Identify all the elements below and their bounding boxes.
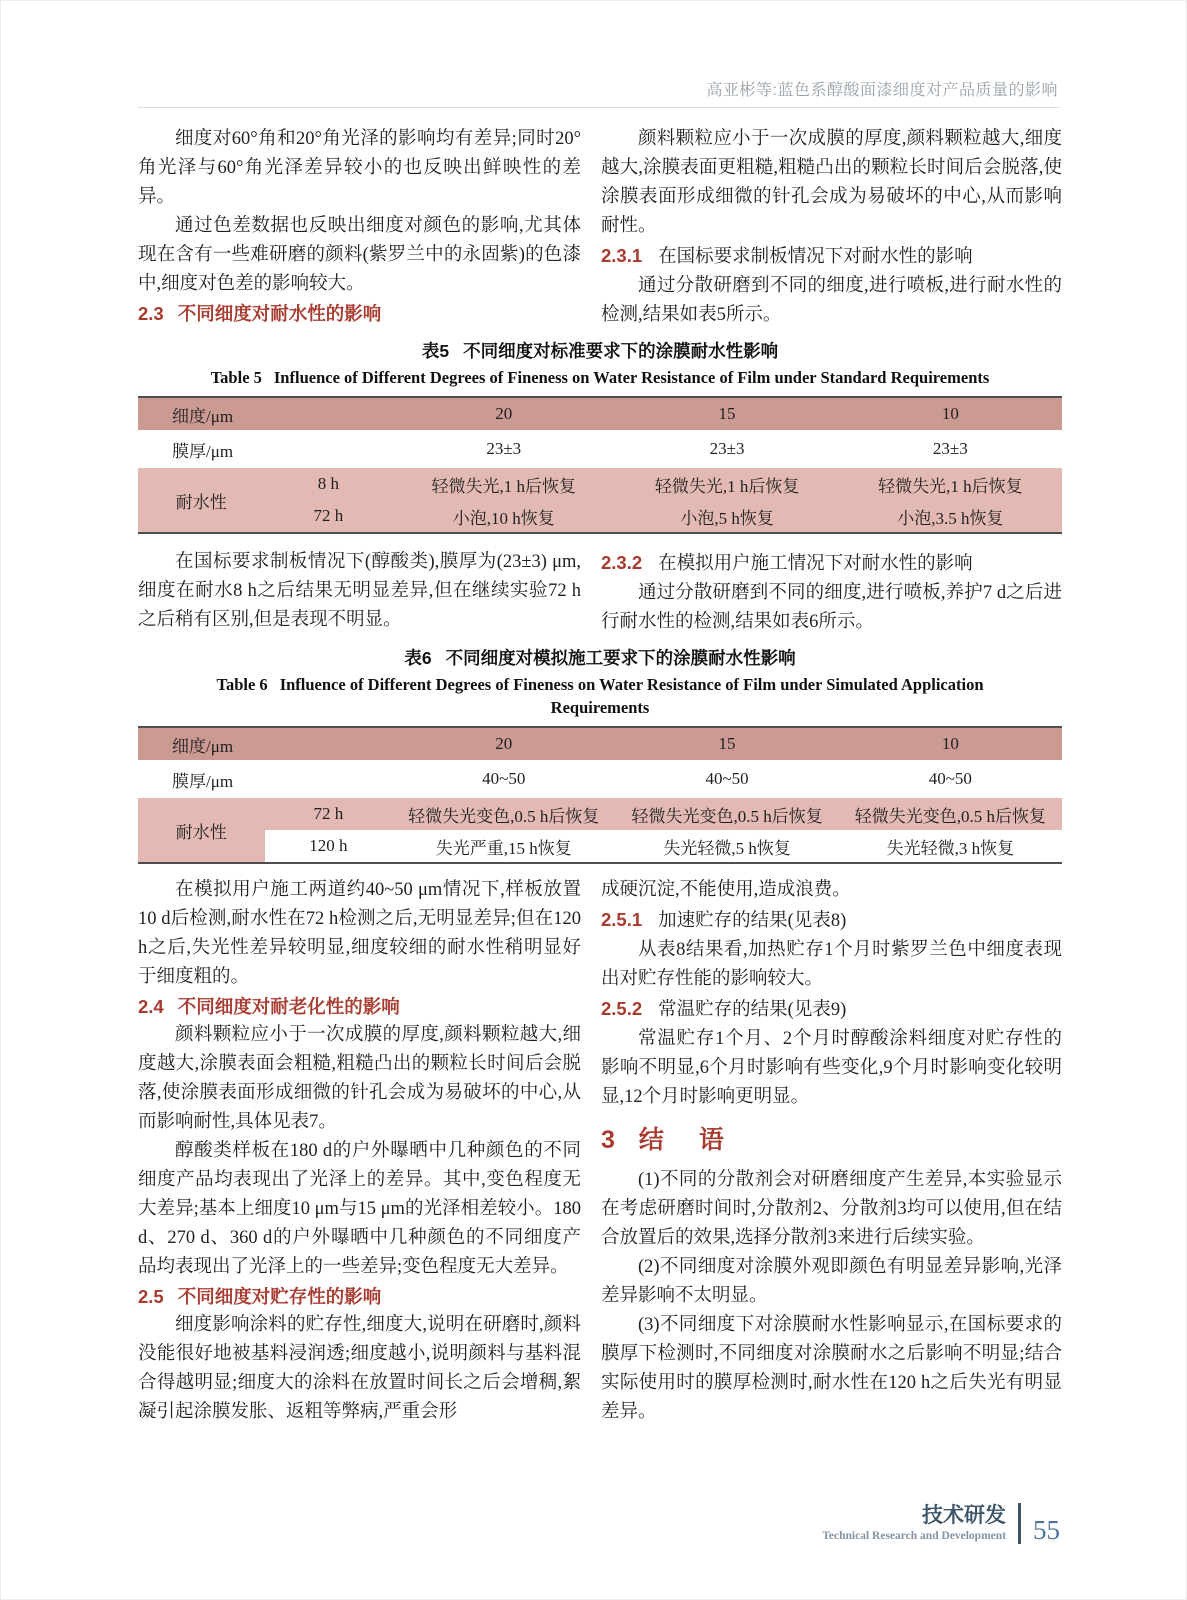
table-row	[265, 798, 1062, 830]
section-title: 加速贮存的结果(见表8)	[658, 911, 847, 931]
table-cell: 23±3	[932, 439, 968, 458]
section-heading-2-3-1	[601, 241, 1062, 272]
section-heading-2-3-2	[601, 548, 1062, 579]
section-title: 不同细度对贮存性的影响	[177, 1286, 382, 1307]
table5-caption	[138, 339, 1062, 389]
columns-bottom	[138, 876, 1062, 1427]
table-cell: 15	[718, 734, 736, 753]
table-cell: 细度/μm	[172, 406, 234, 426]
table-row	[138, 398, 1062, 430]
table-cell: 20	[495, 734, 513, 753]
table-cell: 轻微失光,1 h后恢复	[878, 476, 1023, 496]
paragraph: 颜料颗粒应小于一次成膜的厚度,颜料颗粒越大,细度越大,涂膜表面更粗糙,粗糙凸出的颗粒长时间后会脱落,使涂膜表面形成细微的针孔会成为易破坏的中心,从而影响耐性。	[601, 129, 1062, 236]
header-rule	[138, 107, 1060, 108]
table-cell: 轻微失光变色,0.5 h后恢复	[631, 806, 823, 826]
table6-caption-cn	[138, 646, 1062, 671]
table6	[138, 726, 1062, 864]
paragraph: 通过分散研磨到不同的细度,进行喷板,养护7 d之后进行耐水性的检测,结果如表6所示。	[601, 583, 1062, 632]
paragraph: 常温贮存1个月、2个月时醇酸涂料细度对贮存性的影响不明显,6个月时影响有些变化,9个月时影响变化较明显,12个月时影响更明显。	[601, 1029, 1062, 1107]
paragraph: 醇酸类样板在180 d的户外曝晒中几种颜色的不同细度产品均表现出了光泽上的差异。其中,变色程度无大差异;基本上细度10 μm与15 μm的光泽相差较小。180 d、270 d、360 d的户外曝晒中几种颜色的不同细度产品均表现出了光泽上的一些差异;变色程度无大差异。	[138, 1141, 581, 1277]
table5-caption-en	[138, 366, 1062, 389]
table-cell: 10	[941, 404, 959, 423]
section-heading-2-5-1	[601, 905, 1062, 936]
right-column-top	[601, 125, 1062, 330]
paragraph: (1)不同的分散剂会对研磨细度产生差异,本实验显示在考虑研磨时间时,分散剂2、分散剂3均可以使用,但在结合放置后的效果,选择分散剂3来进行后续实验。	[601, 1170, 1062, 1248]
footer-section-en: Technical Research and Development	[822, 1530, 1006, 1542]
section-heading-2-5-2	[601, 994, 1062, 1025]
table-cell: 120 h	[309, 836, 348, 855]
table6-caption	[138, 646, 1062, 719]
table-cell: 失光轻微,5 h恢复	[663, 838, 791, 858]
caption-text: 不同细度对标准要求下的涂膜耐水性影响	[463, 341, 779, 361]
section-heading-3	[601, 1124, 1062, 1156]
section-title: 在国标要求制板情况下对耐水性的影响	[658, 247, 973, 267]
section-number: 2.4	[138, 996, 164, 1017]
table-cell: 小泡,10 h恢复	[452, 508, 555, 528]
section-heading-2-3	[138, 299, 581, 328]
section-heading-2-4	[138, 992, 581, 1021]
table-row	[138, 763, 1062, 795]
table-cell: 72 h	[313, 804, 344, 823]
running-head-title: 高亚彬等:蓝色系醇酸面漆细度对产品质量的影响	[706, 82, 1058, 99]
table-cell: 72 h	[313, 506, 344, 525]
paragraph: 颜料颗粒应小于一次成膜的厚度,颜料颗粒越大,细度越大,涂膜表面会粗糙,粗糙凸出的颗粒长时间后会脱落,使涂膜表面形成细微的针孔会成为易破坏的中心,从而影响耐性,具体见表7。	[138, 1025, 581, 1132]
caption-text: Influence of Different Degrees of Fineness on Water Resistance of Film under Simulated Application Requirements	[279, 675, 984, 717]
table-cell: 40~50	[705, 769, 749, 788]
table-row-group	[138, 468, 1062, 532]
table-cell: 膜厚/μm	[172, 771, 234, 791]
table-number: 表6	[404, 648, 432, 668]
footer-section-cn: 技术研发	[922, 1504, 1006, 1527]
table-cell: 轻微失光,1 h后恢复	[431, 476, 577, 496]
table-cell: 40~50	[482, 769, 526, 788]
section-title: 不同细度对耐老化性的影响	[177, 996, 400, 1017]
left-column-top	[138, 125, 581, 330]
table-cell: 轻微失光,1 h后恢复	[654, 476, 800, 496]
paragraph: 通过色差数据也反映出细度对颜色的影响,尤其体现在含有一些难研磨的颜料(紫罗兰中的永固紫)的色漆中,细度对色差的影响较大。	[138, 216, 581, 294]
table-cell: 15	[718, 404, 736, 423]
table-cell: 20	[495, 404, 513, 423]
table-cell: 10	[941, 734, 959, 753]
right-column-bottom	[601, 876, 1062, 1427]
section-title: 结 语	[638, 1126, 738, 1154]
table-cell: 膜厚/μm	[172, 441, 234, 461]
paragraph: 通过分散研磨到不同的细度,进行喷板,进行耐水性的检测,结果如表5所示。	[601, 276, 1062, 325]
section-number: 2.5.1	[601, 909, 643, 930]
section-title: 在模拟用户施工情况下对耐水性的影响	[658, 554, 973, 574]
table-cell: 失光轻微,3 h恢复	[886, 838, 1015, 858]
table-cell: 轻微失光变色,0.5 h后恢复	[408, 806, 600, 826]
table6-caption-en	[195, 673, 1005, 719]
section-title: 不同细度对耐水性的影响	[177, 303, 382, 324]
footer-page-number: 55	[1033, 1515, 1060, 1545]
table-cell: 轻微失光变色,0.5 h后恢复	[854, 806, 1046, 826]
left-column-middle	[138, 548, 581, 637]
columns-middle	[138, 548, 1062, 637]
table-cell: 小泡,5 h恢复	[680, 508, 774, 528]
paragraph: 在模拟用户施工两道约40~50 μm情况下,样板放置10 d后检测,耐水性在72 h检测之后,无明显差异;但在120 h之后,失光性差异较明显,细度较细的耐水性稍明显好于细度粗的。	[138, 880, 581, 987]
columns-top	[138, 125, 1062, 330]
table5	[138, 396, 1062, 534]
caption-text: 不同细度对模拟施工要求下的涂膜耐水性影响	[445, 648, 796, 668]
table-number: 表5	[421, 341, 450, 361]
table5-caption-cn	[138, 339, 1062, 364]
table-row	[265, 830, 1062, 862]
paragraph: 从表8结果看,加热贮存1个月时紫罗兰色中细度表现出对贮存性能的影响较大。	[601, 940, 1062, 989]
paragraph: (2)不同细度对涂膜外观即颜色有明显差异影响,光泽差异影响不太明显。	[601, 1257, 1062, 1306]
caption-text: Influence of Different Degrees of Fineness on Water Resistance of Film under Standard Requirements	[273, 368, 990, 387]
row-group-label: 耐水性	[138, 468, 265, 532]
paragraph: 成硬沉淀,不能使用,造成浪费。	[601, 880, 851, 900]
table-cell: 8 h	[317, 474, 339, 493]
paragraph: 细度影响涂料的贮存性,细度大,说明在研磨时,颜料没能很好地被基料浸润透;细度越小,说明颜料与基料混合得越明显;细度大的涂料在放置时间长之后会增稠,絮凝引起涂膜发胀、返粗等弊病,严重会形	[138, 1315, 581, 1422]
table-cell: 23±3	[709, 439, 745, 458]
table-row	[138, 433, 1062, 465]
section-heading-2-5	[138, 1282, 581, 1311]
page-footer	[822, 1503, 1060, 1544]
section-number: 3	[601, 1126, 615, 1154]
paragraph: 在国标要求制板情况下(醇酸类),膜厚为(23±3) μm,细度在耐水8 h之后结果无明显差异,但在继续实验72 h之后稍有区别,但是表现不明显。	[138, 552, 581, 630]
row-group-label: 耐水性	[138, 798, 265, 862]
table-row	[265, 468, 1062, 500]
table-row	[265, 500, 1062, 532]
row-group-body	[265, 798, 1062, 862]
section-title: 常温贮存的结果(见表9)	[658, 1000, 847, 1020]
section-number: 2.3.1	[601, 245, 643, 266]
page-content	[138, 125, 1062, 1427]
table-row	[138, 728, 1062, 760]
section-number: 2.3	[138, 303, 164, 324]
left-column-bottom	[138, 876, 581, 1427]
section-number: 2.5.2	[601, 998, 643, 1019]
table-cell: 小泡,3.5 h恢复	[897, 508, 1004, 528]
row-group-body	[265, 468, 1062, 532]
section-number: 2.3.2	[601, 552, 643, 573]
right-column-middle	[601, 548, 1062, 637]
table-number: Table 5	[210, 368, 262, 387]
section-number: 2.5	[138, 1286, 164, 1307]
table-cell: 失光严重,15 h恢复	[435, 838, 572, 858]
table-number: Table 6	[216, 675, 268, 694]
paragraph: (3)不同细度下对涂膜耐水性影响显示,在国标要求的膜厚下检测时,不同细度对涂膜耐水之后影响不明显;结合实际使用时的膜厚检测时,耐水性在120 h之后失光有明显差异。	[601, 1315, 1062, 1422]
paragraph: 细度对60°角和20°角光泽的影响均有差异;同时20°角光泽与60°角光泽差异较小的也反映出鲜映性的差异。	[138, 129, 581, 207]
table-cell: 40~50	[928, 769, 972, 788]
table-cell: 细度/μm	[172, 736, 234, 756]
table-row-group	[138, 798, 1062, 862]
footer-section	[822, 1503, 1018, 1544]
table-cell: 23±3	[486, 439, 522, 458]
